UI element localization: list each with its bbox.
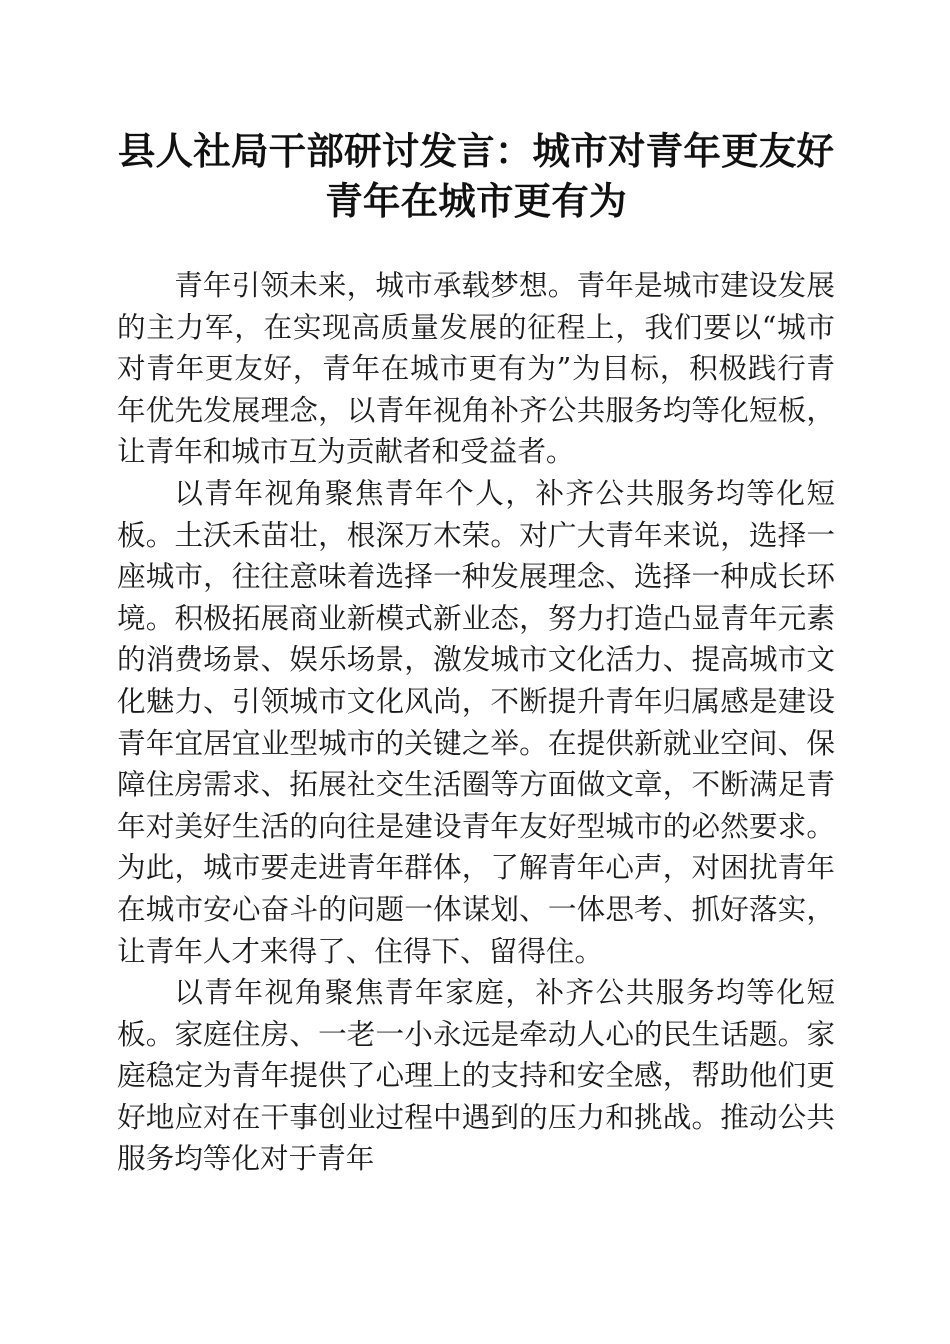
paragraph-1: 青年引领未来，城市承载梦想。青年是城市建设发展的主力军，在实现高质量发展的征程上，我们要以“城市对青年更友好，青年在城市更有为”为目标，积极践行青年优先发展理念，以青年视角补齐公共服务均等化短板，让青年和城市互为贡献者和受益者。 [117, 268, 835, 469]
document-text-column [117, 0, 835, 1180]
paragraph-3: 以青年视角聚焦青年家庭，补齐公共服务均等化短板。家庭住房、一老一小永远是牵动人心的民生话题。家庭稳定为青年提供了心理上的支持和安全感，帮助他们更好地应对在干事创业过程中遇到的压力和挑战。推动公共服务均等化对于青年 [117, 975, 835, 1176]
document-body [117, 265, 835, 1180]
document-title: 县人社局干部研讨发言：城市对青年更友好青年在城市更有为 [117, 132, 835, 223]
paragraph-2: 以青年视角聚焦青年个人，补齐公共服务均等化短板。土沃禾苗壮，根深万木荣。对广大青年来说，选择一座城市，往往意味着选择一种发展理念、选择一种成长环境。积极拓展商业新模式新业态，努力打造凸显青年元素的消费场景、娱乐场景，激发城市文化活力、提高城市文化魅力、引领城市文化风尚，不断提升青年归属感是建设青年宜居宜业型城市的关键之举。在提供新就业空间、保障住房需求、拓展社交生活圈等方面做文章，不断满足青年对美好生活的向往是建设青年友好型城市的必然要求。为此，城市要走进青年群体，了解青年心声，对困扰青年在城市安心奋斗的问题一体谋划、一体思考、抓好落实，让青年人才来得了、住得下、留得住。 [117, 475, 835, 968]
